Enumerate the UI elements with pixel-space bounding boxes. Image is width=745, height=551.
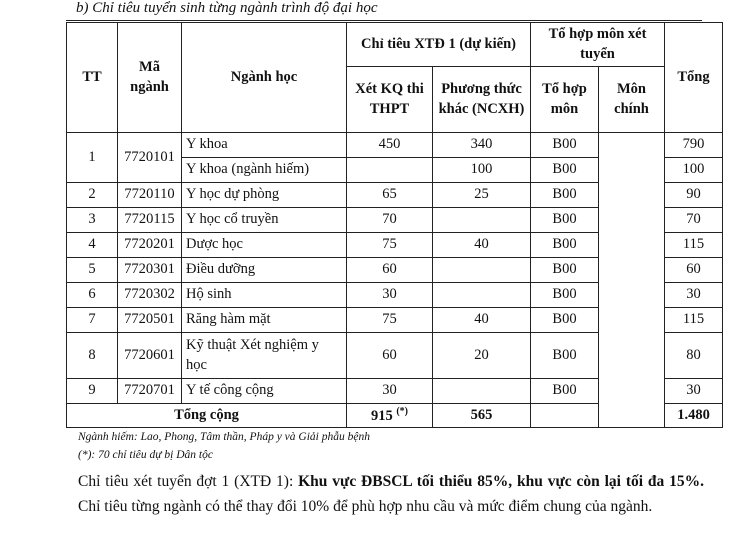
header-tong: Tổng	[665, 23, 723, 133]
cell-ma: 7720110	[118, 183, 182, 208]
cell-tong: 60	[665, 258, 723, 283]
cell-thpt	[347, 158, 433, 183]
cell-thpt: 70	[347, 208, 433, 233]
cell-tong: 115	[665, 308, 723, 333]
cell-nganh: Y khoa (ngành hiếm)	[182, 158, 347, 183]
cell-tohop: B00	[531, 133, 599, 158]
cell-thpt: 30	[347, 379, 433, 404]
paragraph-bold: Khu vực ĐBSCL tối thiểu 85%, khu vực còn lại tối đa 15%.	[298, 473, 705, 490]
cell-thpt: 75	[347, 233, 433, 258]
cell-tong: 100	[665, 158, 723, 183]
cell-tt: 7	[67, 308, 118, 333]
cell-ma: 7720201	[118, 233, 182, 258]
cell-tohop: B00	[531, 183, 599, 208]
total-thpt	[347, 404, 433, 428]
cell-tt: 8	[67, 333, 118, 379]
footnote-rare-majors: Ngành hiếm: Lao, Phong, Tâm thần, Pháp y và Giải phẫu bệnh	[78, 431, 370, 443]
cell-tohop: B00	[531, 233, 599, 258]
cell-nganh: Y khoa	[182, 133, 347, 158]
top-border	[66, 20, 702, 21]
cell-tong: 115	[665, 233, 723, 258]
cell-ma: 7720101	[118, 133, 182, 183]
paragraph-rest: Chỉ tiêu từng ngành có thể thay đổi 10% để phù hợp nhu cầu và mức điểm chung của ngành.	[78, 498, 653, 515]
cell-khac: 100	[433, 158, 531, 183]
total-thpt-value: 915	[370, 407, 393, 424]
cell-khac: 40	[433, 233, 531, 258]
cell-thpt: 30	[347, 283, 433, 308]
header-mon-chinh: Môn chính	[599, 67, 665, 133]
cell-tohop: B00	[531, 208, 599, 233]
cell-tong: 790	[665, 133, 723, 158]
cell-tohop: B00	[531, 258, 599, 283]
cell-tohop: B00	[531, 158, 599, 183]
total-tohop-empty	[531, 404, 599, 428]
total-thpt-note: (*)	[396, 405, 409, 417]
header-phuong-thuc: Phương thức khác (NCXH)	[433, 67, 531, 133]
header-to-hop-group: Tổ hợp môn xét tuyển	[531, 23, 665, 67]
cell-ma: 7720115	[118, 208, 182, 233]
cell-tong: 30	[665, 283, 723, 308]
cell-nganh: Y học cổ truyền	[182, 208, 347, 233]
cell-khac	[433, 258, 531, 283]
cell-nganh: Hộ sinh	[182, 283, 347, 308]
cell-khac	[433, 379, 531, 404]
admission-quota-table	[66, 22, 723, 428]
cell-tt: 1	[67, 133, 118, 183]
cell-thpt: 60	[347, 333, 433, 379]
cell-tong: 30	[665, 379, 723, 404]
header-nganh-hoc: Ngành học	[182, 23, 347, 133]
cell-tt: 4	[67, 233, 118, 258]
cell-khac: 40	[433, 308, 531, 333]
cell-khac	[433, 283, 531, 308]
cell-nganh: Dược học	[182, 233, 347, 258]
cell-khac: 20	[433, 333, 531, 379]
cell-tt: 2	[67, 183, 118, 208]
cell-tong: 90	[665, 183, 723, 208]
quota-paragraph	[78, 469, 704, 519]
cell-tong: 70	[665, 208, 723, 233]
cell-tohop: B00	[531, 333, 599, 379]
cell-thpt: 450	[347, 133, 433, 158]
footnotes	[78, 428, 370, 464]
cell-nganh: Y học dự phòng	[182, 183, 347, 208]
cell-tt: 6	[67, 283, 118, 308]
cell-nganh: Kỹ thuật Xét nghiệm y học	[182, 333, 347, 379]
cell-thpt: 65	[347, 183, 433, 208]
cell-khac: 25	[433, 183, 531, 208]
total-tong: 1.480	[665, 404, 723, 428]
cell-tt: 9	[67, 379, 118, 404]
cell-mon-chinh-merged	[599, 133, 665, 428]
header-row-1	[67, 23, 723, 67]
cell-tt: 5	[67, 258, 118, 283]
cell-ma: 7720302	[118, 283, 182, 308]
header-ma-nganh: Mã ngành	[118, 23, 182, 133]
cell-ma: 7720701	[118, 379, 182, 404]
total-label: Tổng cộng	[67, 404, 347, 428]
cell-nganh: Y tế công cộng	[182, 379, 347, 404]
section-heading: b) Chỉ tiêu tuyển sinh từng ngành trình độ đại học	[76, 0, 378, 16]
cell-khac	[433, 208, 531, 233]
cell-ma: 7720301	[118, 258, 182, 283]
cell-nganh: Răng hàm mặt	[182, 308, 347, 333]
cell-tohop: B00	[531, 283, 599, 308]
header-chi-tieu-group: Chỉ tiêu XTĐ 1 (dự kiến)	[347, 23, 531, 67]
cell-thpt: 75	[347, 308, 433, 333]
header-to-hop-mon: Tổ hợp môn	[531, 67, 599, 133]
paragraph-intro: Chỉ tiêu xét tuyển đợt 1 (XTĐ 1):	[78, 473, 299, 490]
cell-tt: 3	[67, 208, 118, 233]
total-khac: 565	[433, 404, 531, 428]
cell-tohop: B00	[531, 308, 599, 333]
footnote-ethnic-reserve: (*): 70 chỉ tiêu dự bị Dân tộc	[78, 449, 213, 461]
table-row	[67, 133, 723, 158]
cell-tohop: B00	[531, 379, 599, 404]
cell-nganh: Điều dưỡng	[182, 258, 347, 283]
cell-tong: 80	[665, 333, 723, 379]
header-tt: TT	[67, 23, 118, 133]
header-xet-kq: Xét KQ thi THPT	[347, 67, 433, 133]
cell-thpt: 60	[347, 258, 433, 283]
cell-ma: 7720501	[118, 308, 182, 333]
cell-ma: 7720601	[118, 333, 182, 379]
cell-khac: 340	[433, 133, 531, 158]
